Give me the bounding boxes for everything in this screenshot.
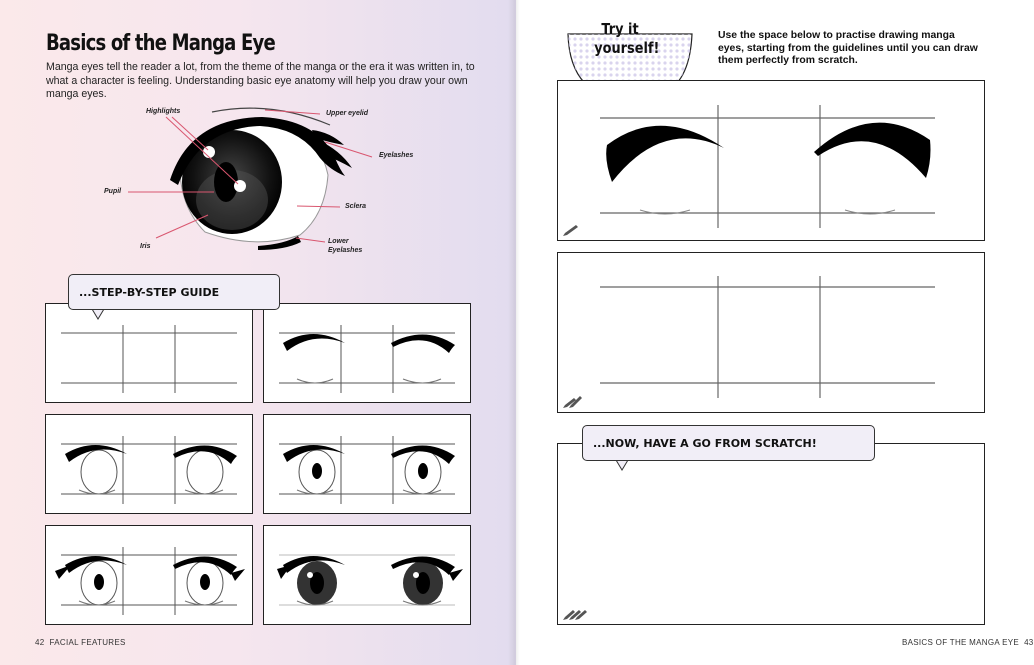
left-footer-section: FACIAL FEATURES — [49, 638, 126, 647]
pencil-icon — [562, 224, 582, 238]
label-highlights: Highlights — [146, 108, 181, 115]
label-upper-eyelid: Upper eyelid — [326, 110, 369, 117]
right-footer — [902, 638, 1034, 647]
try-it-line1: Try it — [601, 20, 639, 38]
label-lower-eyelashes-line1: Lower — [328, 238, 349, 245]
left-page-number: 42 — [35, 638, 45, 647]
page-title: Basics of the Manga Eye — [46, 31, 275, 56]
label-lower-eyelashes-line2: Eyelashes — [328, 247, 363, 254]
label-sclera: Sclera — [345, 203, 367, 210]
pencil-icon — [562, 394, 586, 410]
right-footer-section: BASICS OF THE MANGA EYE — [902, 638, 1020, 647]
label-pupil: Pupil — [104, 188, 122, 195]
pencil-icon — [562, 606, 592, 622]
intro-paragraph: Manga eyes tell the reader a lot, from the theme of the manga or the era it was written in, to what a character is feeling. Understanding basic eye anatomy will help you draw your own manga eyes. — [46, 61, 475, 101]
practice-instructions: Use the space below to practise drawing manga eyes, starting from the guidelines until you can draw them perfectly from scratch. — [718, 30, 978, 67]
scratch-bubble-tail — [616, 460, 636, 474]
label-iris: Iris — [140, 243, 151, 250]
step-guide-heading: ...STEP-BY-STEP GUIDE — [68, 274, 280, 310]
scratch-heading: ...NOW, HAVE A GO FROM SCRATCH! — [582, 425, 875, 461]
label-eyelashes: Eyelashes — [379, 152, 414, 159]
right-page-number: 43 — [1024, 638, 1034, 647]
try-it-line2: yourself! — [594, 39, 660, 57]
